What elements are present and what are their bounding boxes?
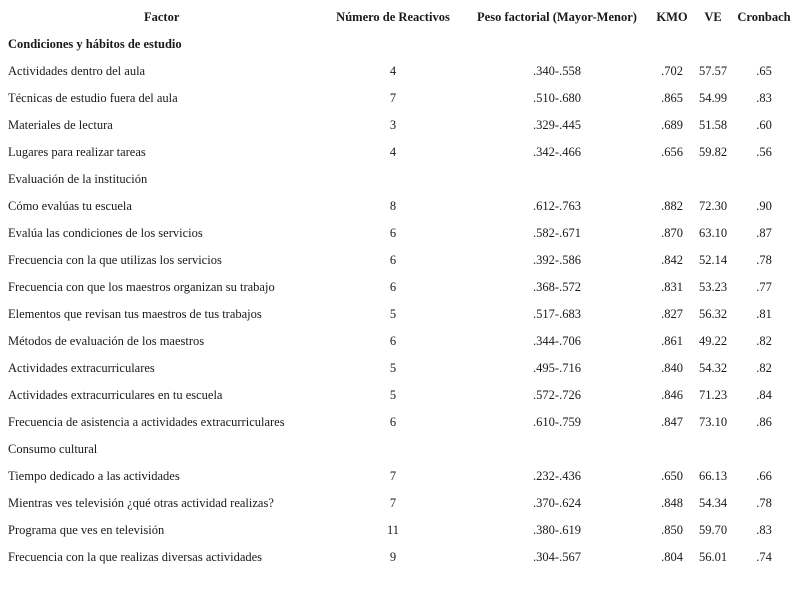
num-reactivos-cell: 3 [389, 118, 397, 132]
cronbach-cell: .60 [756, 118, 772, 132]
cronbach-cell: .81 [756, 307, 772, 321]
cronbach-cell: .78 [756, 496, 772, 510]
cronbach-cell: .74 [756, 550, 772, 564]
ve-cell: 54.99 [698, 91, 728, 105]
ve-cell: 59.70 [698, 523, 728, 537]
peso-factorial-cell: .610-.759 [533, 415, 581, 429]
table-row [0, 274, 803, 301]
header-ve: VE [704, 10, 722, 24]
num-reactivos-cell: 5 [389, 388, 397, 402]
peso-factorial-cell: .329-.445 [533, 118, 581, 132]
kmo-cell: .650 [661, 469, 683, 483]
ve-cell: 59.82 [698, 145, 728, 159]
factor-cell: Frecuencia con la que utilizas los servicios [8, 253, 222, 267]
peso-factorial-cell: .370-.624 [533, 496, 581, 510]
factor-cell: Frecuencia con que los maestros organizan su trabajo [8, 280, 275, 294]
ve-cell: 57.57 [698, 64, 728, 78]
num-reactivos-cell: 4 [389, 64, 397, 78]
num-reactivos-cell: 6 [389, 253, 397, 267]
ve-cell: 63.10 [698, 226, 728, 240]
factor-cell: Frecuencia de asistencia a actividades extracurriculares [8, 415, 285, 429]
factor-cell: Evalúa las condiciones de los servicios [8, 226, 203, 240]
ve-cell: 52.14 [698, 253, 728, 267]
ve-cell: 49.22 [698, 334, 728, 348]
table-row [0, 85, 803, 112]
table-row [0, 139, 803, 166]
table-row [0, 328, 803, 355]
ve-cell: 72.30 [698, 199, 728, 213]
kmo-cell: .846 [661, 388, 683, 402]
kmo-cell: .831 [661, 280, 683, 294]
num-reactivos-cell: 5 [389, 307, 397, 321]
num-reactivos-cell: 7 [389, 496, 397, 510]
cronbach-cell: .83 [756, 91, 772, 105]
factor-cell: Métodos de evaluación de los maestros [8, 334, 205, 348]
factor-cell: Técnicas de estudio fuera del aula [8, 91, 178, 105]
table-row [0, 544, 803, 571]
kmo-cell: .689 [661, 118, 683, 132]
table-row [0, 355, 803, 382]
num-reactivos-cell: 11 [386, 523, 400, 537]
table-row [0, 517, 803, 544]
peso-factorial-cell: .340-.558 [533, 64, 581, 78]
section-row [0, 436, 803, 463]
num-reactivos-cell: 6 [389, 415, 397, 429]
factor-cell: Actividades extracurriculares en tu escuela [8, 388, 223, 402]
peso-factorial-cell: .510-.680 [533, 91, 581, 105]
ve-cell: 56.01 [698, 550, 728, 564]
section-row [0, 31, 803, 58]
table-row [0, 58, 803, 85]
cronbach-cell: .82 [756, 361, 772, 375]
cronbach-cell: .65 [756, 64, 772, 78]
factor-cell: Frecuencia con la que realizas diversas actividades [8, 550, 263, 564]
table-row [0, 382, 803, 409]
section-row [0, 166, 803, 193]
factor-cell: Actividades dentro del aula [8, 64, 146, 78]
num-reactivos-cell: 5 [389, 361, 397, 375]
peso-factorial-cell: .368-.572 [533, 280, 581, 294]
header-cronbach: Cronbach [737, 10, 791, 24]
cronbach-cell: .83 [756, 523, 772, 537]
num-reactivos-cell: 7 [389, 469, 397, 483]
ve-cell: 54.32 [698, 361, 728, 375]
num-reactivos-cell: 9 [389, 550, 397, 564]
section-title: Consumo cultural [8, 442, 98, 456]
peso-factorial-cell: .380-.619 [533, 523, 581, 537]
factor-cell: Mientras ves televisión ¿qué otras actividad realizas? [8, 496, 274, 510]
table-header-row [0, 4, 803, 31]
section-title: Condiciones y hábitos de estudio [8, 37, 182, 51]
factor-cell: Actividades extracurriculares [8, 361, 155, 375]
cronbach-cell: .66 [756, 469, 772, 483]
peso-factorial-cell: .572-.726 [533, 388, 581, 402]
section-title: Evaluación de la institución [8, 172, 148, 186]
kmo-cell: .656 [661, 145, 683, 159]
ve-cell: 54.34 [698, 496, 728, 510]
cronbach-cell: .82 [756, 334, 772, 348]
header-kmo: KMO [656, 10, 688, 24]
peso-factorial-cell: .304-.567 [533, 550, 581, 564]
ve-cell: 66.13 [698, 469, 728, 483]
peso-factorial-cell: .344-.706 [533, 334, 581, 348]
ve-cell: 56.32 [698, 307, 728, 321]
factor-cell: Lugares para realizar tareas [8, 145, 146, 159]
table-row [0, 463, 803, 490]
peso-factorial-cell: .342-.466 [533, 145, 581, 159]
peso-factorial-cell: .495-.716 [533, 361, 581, 375]
num-reactivos-cell: 6 [389, 334, 397, 348]
table-row [0, 220, 803, 247]
kmo-cell: .848 [661, 496, 683, 510]
cronbach-cell: .90 [756, 199, 772, 213]
kmo-cell: .865 [661, 91, 683, 105]
kmo-cell: .870 [661, 226, 683, 240]
kmo-cell: .847 [661, 415, 683, 429]
header-factor: Factor [144, 10, 180, 24]
num-reactivos-cell: 6 [389, 226, 397, 240]
table-row [0, 112, 803, 139]
factor-cell: Elementos que revisan tus maestros de tus trabajos [8, 307, 262, 321]
cronbach-cell: .56 [756, 145, 772, 159]
kmo-cell: .850 [661, 523, 683, 537]
table-row [0, 193, 803, 220]
table-row [0, 490, 803, 517]
ve-cell: 71.23 [698, 388, 728, 402]
peso-factorial-cell: .612-.763 [533, 199, 581, 213]
kmo-cell: .827 [661, 307, 683, 321]
num-reactivos-cell: 7 [389, 91, 397, 105]
cronbach-cell: .78 [756, 253, 772, 267]
header-num-reactivos: Número de Reactivos [336, 10, 450, 24]
kmo-cell: .840 [661, 361, 683, 375]
header-peso-factorial: Peso factorial (Mayor-Menor) [477, 10, 637, 24]
kmo-cell: .804 [661, 550, 683, 564]
cronbach-cell: .84 [756, 388, 772, 402]
peso-factorial-cell: .582-.671 [533, 226, 581, 240]
table-row [0, 247, 803, 274]
factor-cell: Programa que ves en televisión [8, 523, 165, 537]
ve-cell: 51.58 [698, 118, 728, 132]
cronbach-cell: .77 [756, 280, 772, 294]
table-row [0, 409, 803, 436]
kmo-cell: .882 [661, 199, 683, 213]
cronbach-cell: .86 [756, 415, 772, 429]
ve-cell: 53.23 [698, 280, 728, 294]
num-reactivos-cell: 6 [389, 280, 397, 294]
ve-cell: 73.10 [698, 415, 728, 429]
table-row [0, 301, 803, 328]
factor-cell: Tiempo dedicado a las actividades [8, 469, 180, 483]
num-reactivos-cell: 8 [389, 199, 397, 213]
num-reactivos-cell: 4 [389, 145, 397, 159]
cronbach-cell: .87 [756, 226, 772, 240]
peso-factorial-cell: .392-.586 [533, 253, 581, 267]
factor-cell: Materiales de lectura [8, 118, 113, 132]
kmo-cell: .842 [661, 253, 683, 267]
factor-cell: Cómo evalúas tu escuela [8, 199, 132, 213]
peso-factorial-cell: .232-.436 [533, 469, 581, 483]
kmo-cell: .861 [661, 334, 683, 348]
kmo-cell: .702 [661, 64, 683, 78]
peso-factorial-cell: .517-.683 [533, 307, 581, 321]
